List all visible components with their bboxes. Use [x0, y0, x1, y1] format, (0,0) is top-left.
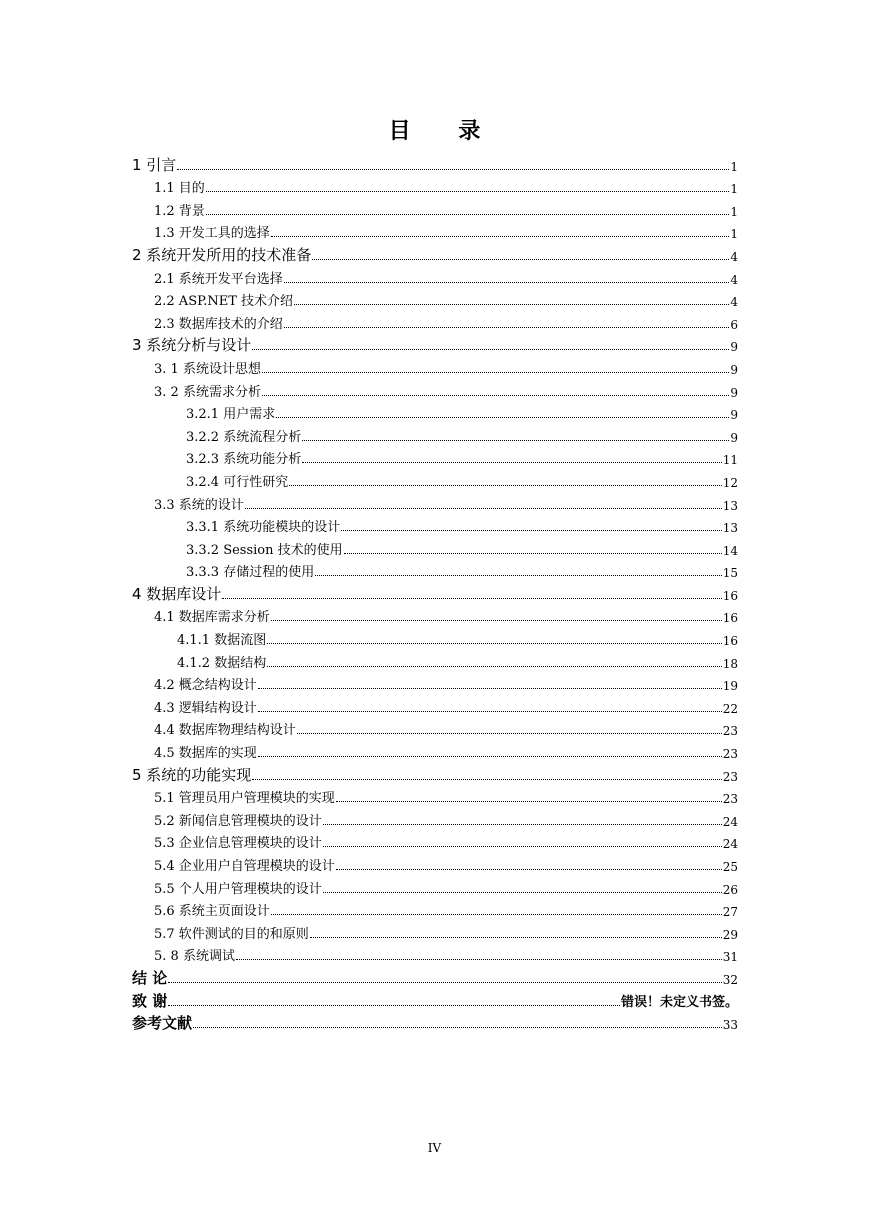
toc-entry[interactable] — [132, 468, 738, 491]
toc-entry-label: 3.3.1 系统功能模块的设计 — [186, 520, 341, 536]
toc-entry-label: 1.3 开发工具的选择 — [154, 226, 270, 242]
dot-leader — [262, 372, 729, 373]
toc-entry-page-number: 19 — [722, 679, 738, 694]
toc-entry[interactable] — [132, 717, 738, 740]
toc-entry-label: 4.4 数据库物理结构设计 — [154, 723, 296, 739]
dot-leader — [222, 598, 721, 599]
toc-entry[interactable] — [132, 355, 738, 378]
toc-entry-page-number: 6 — [730, 317, 738, 332]
toc-entry-page-number: 4 — [730, 249, 738, 264]
toc-entry-label: 2.3 数据库技术的介绍 — [154, 316, 283, 332]
toc-entry[interactable] — [132, 604, 738, 627]
dot-leader — [323, 846, 722, 847]
toc-entry-label: 2 系统开发所用的技术准备 — [132, 245, 312, 264]
toc-entry-label: 5.6 系统主页面设计 — [154, 904, 270, 920]
toc-entry[interactable] — [132, 265, 738, 288]
dot-leader — [206, 214, 730, 215]
toc-entry-page-number: 22 — [722, 701, 738, 716]
toc-entry-page-number: 24 — [722, 837, 738, 852]
toc-entry-label: 5.2 新闻信息管理模块的设计 — [154, 813, 322, 829]
dot-leader — [262, 395, 729, 396]
dot-leader — [297, 733, 722, 734]
toc-entry-label: 5.1 管理员用户管理模块的实现 — [154, 791, 335, 807]
dot-leader — [252, 779, 721, 780]
toc-entry-page-number: 12 — [722, 475, 738, 490]
toc-entry[interactable] — [132, 1011, 738, 1034]
toc-entry-label: 4 数据库设计 — [132, 584, 222, 603]
toc-entry-page-number: 1 — [730, 204, 738, 219]
dot-leader — [315, 575, 722, 576]
dot-leader — [302, 440, 729, 441]
toc-entry-label: 1.1 目的 — [154, 181, 205, 197]
toc-entry-label: 3.3.2 Session 技术的使用 — [186, 542, 343, 558]
toc-entry-page-number: 29 — [722, 927, 738, 942]
toc-entry-page-number: 24 — [722, 814, 738, 829]
toc-entry-label: 5.4 企业用户自管理模块的设计 — [154, 859, 335, 874]
toc-entry-label: 1 引言 — [132, 155, 177, 174]
toc-entry-label: 结 论 — [132, 968, 168, 987]
toc-entry-page-number: 33 — [722, 1018, 738, 1033]
toc-entry-label: 4.3 逻辑结构设计 — [154, 700, 257, 716]
toc-entry[interactable] — [132, 220, 738, 243]
toc-entry[interactable] — [132, 785, 738, 808]
toc-entry-page-number: 26 — [722, 882, 738, 897]
toc-entry-page-number: 4 — [730, 272, 738, 287]
toc-entry-page-number: 16 — [722, 634, 738, 649]
toc-entry[interactable] — [132, 401, 738, 424]
toc-entry-label: 5. 8 系统调试 — [154, 949, 235, 965]
toc-entry-page-number: 16 — [722, 588, 738, 603]
toc-entry[interactable] — [132, 762, 738, 785]
dot-leader — [271, 236, 730, 237]
toc-entry[interactable] — [132, 559, 738, 582]
toc-entry-page-number: 23 — [722, 724, 738, 739]
toc-entry[interactable] — [132, 694, 738, 717]
toc-entry[interactable] — [132, 175, 738, 198]
toc-entry-label: 4.1.1 数据流图 — [177, 633, 267, 649]
toc-entry[interactable] — [132, 514, 738, 537]
toc-entry[interactable] — [132, 378, 738, 401]
toc-entry[interactable] — [132, 875, 738, 898]
toc-entry[interactable] — [132, 807, 738, 830]
dot-leader — [271, 914, 722, 915]
dot-leader — [294, 304, 729, 305]
dot-leader — [258, 688, 722, 689]
toc-entry-label: 4.2 概念结构设计 — [154, 678, 257, 694]
toc-entry-label: 4.1.2 数据结构 — [177, 655, 267, 671]
dot-leader — [168, 1005, 620, 1006]
toc-entry-label: 3.2.1 用户需求 — [186, 407, 276, 423]
toc-entry[interactable] — [132, 446, 738, 469]
toc-entry-page-number: 18 — [722, 656, 738, 671]
toc-entry-label: 3.2.2 系统流程分析 — [186, 429, 302, 445]
dot-leader — [344, 553, 722, 554]
toc-entry-page-number: 23 — [722, 769, 738, 784]
dot-leader — [206, 191, 730, 192]
toc-entry-label: 致 谢 — [132, 991, 168, 1010]
toc-entry-label: 3.2.4 可行性研究 — [186, 474, 289, 490]
dot-leader — [336, 869, 722, 870]
toc-entry-label: 5.3 企业信息管理模块的设计 — [154, 836, 322, 852]
dot-leader — [193, 1027, 722, 1028]
toc-entry[interactable] — [132, 852, 738, 875]
page-number-footer: IV — [427, 1141, 442, 1155]
table-of-contents — [132, 152, 738, 1033]
dot-leader — [289, 485, 722, 486]
toc-entry-label: 3. 1 系统设计思想 — [154, 361, 261, 377]
dot-leader — [252, 349, 729, 350]
toc-entry-page-number: 16 — [722, 611, 738, 626]
toc-entry-page-number: 9 — [730, 408, 738, 423]
toc-entry-label: 3.3 系统的设计 — [154, 497, 244, 513]
toc-entry-label: 3 系统分析与设计 — [132, 336, 252, 355]
toc-entry[interactable] — [132, 965, 738, 988]
toc-entry-page-number: 25 — [722, 860, 738, 874]
dot-leader — [258, 756, 722, 757]
toc-entry[interactable] — [132, 649, 738, 672]
dot-leader — [267, 666, 722, 667]
toc-entry-page-number: 9 — [730, 430, 738, 445]
dot-leader — [312, 259, 729, 260]
toc-entry-page-number: 9 — [730, 340, 738, 355]
dot-leader — [310, 937, 722, 938]
toc-entry-page-number: 1 — [730, 159, 738, 174]
toc-entry[interactable] — [132, 536, 738, 559]
toc-entry[interactable] — [132, 333, 738, 356]
toc-entry[interactable] — [132, 152, 738, 175]
toc-entry-page-number: 错误！未定义书签。 — [620, 994, 738, 1010]
toc-entry[interactable] — [132, 491, 738, 514]
toc-entry-page-number: 4 — [730, 295, 738, 310]
toc-entry-page-number: 14 — [722, 543, 738, 558]
toc-entry[interactable] — [132, 898, 738, 921]
toc-entry-page-number: 31 — [722, 950, 738, 965]
dot-leader — [267, 643, 722, 644]
toc-entry-page-number: 9 — [730, 362, 738, 377]
toc-entry-label: 3. 2 系统需求分析 — [154, 384, 261, 400]
dot-leader — [336, 801, 722, 802]
dot-leader — [276, 417, 729, 418]
dot-leader — [284, 282, 730, 283]
toc-entry[interactable] — [132, 581, 738, 604]
toc-entry[interactable] — [132, 988, 738, 1011]
dot-leader — [284, 327, 730, 328]
toc-entry-label: 5 系统的功能实现 — [132, 765, 252, 784]
toc-entry-label: 5.5 个人用户管理模块的设计 — [154, 881, 322, 897]
dot-leader — [168, 982, 721, 983]
toc-entry[interactable] — [132, 739, 738, 762]
toc-title: 目 录 — [388, 119, 501, 144]
toc-entry[interactable] — [132, 423, 738, 446]
toc-entry[interactable] — [132, 626, 738, 649]
toc-entry-label: 1.2 背景 — [154, 203, 205, 219]
toc-entry-label: 2.2 ASP.NET 技术介绍 — [154, 294, 294, 310]
toc-entry-page-number: 27 — [722, 905, 738, 920]
dot-leader — [236, 959, 722, 960]
dot-leader — [341, 530, 722, 531]
toc-entry-page-number: 13 — [722, 498, 738, 513]
toc-entry[interactable] — [132, 830, 738, 853]
toc-entry-page-number: 1 — [730, 227, 738, 242]
toc-entry-label: 4.1 数据库需求分析 — [154, 610, 270, 626]
toc-entry[interactable] — [132, 288, 738, 311]
toc-entry-label: 2.1 系统开发平台选择 — [154, 271, 283, 287]
toc-entry-page-number: 13 — [722, 521, 738, 536]
toc-entry-label: 3.3.3 存储过程的使用 — [186, 565, 315, 581]
toc-entry-label: 参考文献 — [132, 1014, 193, 1033]
toc-entry[interactable] — [132, 672, 738, 695]
dot-leader — [245, 508, 722, 509]
toc-entry-page-number: 15 — [722, 566, 738, 581]
toc-entry-page-number: 1 — [730, 182, 738, 197]
dot-leader — [271, 620, 722, 621]
toc-entry-label: 4.5 数据库的实现 — [154, 746, 257, 762]
toc-entry-page-number: 32 — [722, 972, 738, 987]
toc-entry-page-number: 23 — [722, 747, 738, 762]
toc-entry[interactable] — [132, 242, 738, 265]
toc-entry-page-number: 9 — [730, 385, 738, 400]
dot-leader — [258, 711, 722, 712]
toc-entry-page-number: 11 — [722, 453, 738, 468]
toc-entry[interactable] — [132, 310, 738, 333]
dot-leader — [323, 892, 722, 893]
toc-entry-label: 5.7 软件测试的目的和原则 — [154, 926, 309, 942]
toc-entry-page-number: 23 — [722, 792, 738, 807]
toc-entry[interactable] — [132, 943, 738, 966]
toc-entry[interactable] — [132, 197, 738, 220]
toc-entry-label: 3.2.3 系统功能分析 — [186, 452, 302, 468]
dot-leader — [177, 169, 729, 170]
dot-leader — [302, 462, 722, 463]
dot-leader — [323, 824, 722, 825]
toc-entry[interactable] — [132, 920, 738, 943]
